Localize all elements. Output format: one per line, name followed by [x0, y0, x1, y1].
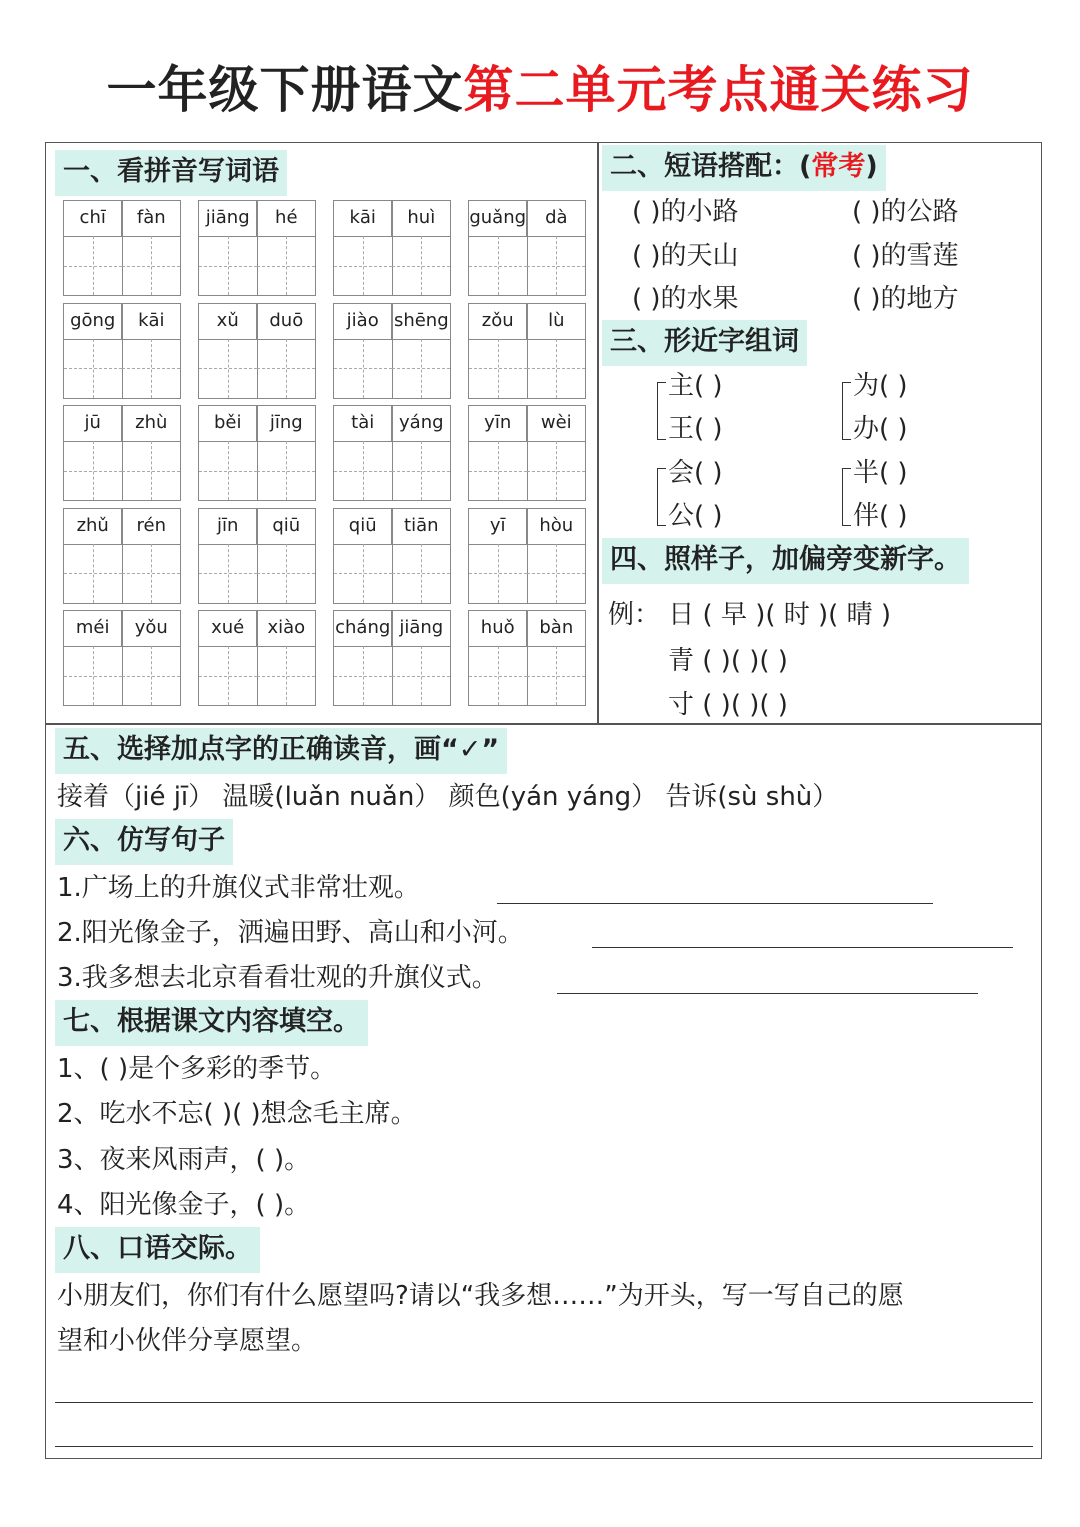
- pair-brace: [842, 468, 851, 526]
- writing-box[interactable]: [334, 339, 393, 398]
- pinyin-syllable: rén: [136, 514, 167, 536]
- writing-box[interactable]: [64, 646, 123, 705]
- pinyin-syllable: xué: [211, 617, 245, 638]
- pinyin-row: [64, 406, 180, 442]
- writing-box[interactable]: [392, 441, 450, 500]
- section-4-title: 四、照样子，加偏旁变新字。: [602, 538, 969, 584]
- writing-box[interactable]: [392, 544, 450, 603]
- writing-box[interactable]: [122, 646, 180, 705]
- pinyin-row: [199, 406, 315, 442]
- word-cell[interactable]: [198, 405, 316, 501]
- section-1-title: 一、看拼音写词语: [55, 150, 287, 196]
- pinyin-syllable: dà: [545, 207, 568, 228]
- pinyin-syllable: kāi: [138, 309, 165, 331]
- section-3-title: 三、形近字组词: [602, 320, 807, 366]
- section-2-close: ): [865, 151, 878, 182]
- pinyin-row: [469, 509, 585, 545]
- answer-line[interactable]: [497, 903, 933, 904]
- writing-box[interactable]: [392, 236, 450, 295]
- section-2-title: [602, 145, 886, 191]
- section-2-label: 二、短语搭配：(: [610, 151, 812, 182]
- word-cell[interactable]: [198, 303, 316, 399]
- pinyin-syllable: zhù: [135, 412, 168, 433]
- sentence-1: 1.广场上的升旗仪式非常壮观。: [57, 873, 420, 903]
- pinyin-syllable: méi: [75, 617, 110, 638]
- writing-box[interactable]: [527, 646, 585, 705]
- writing-box[interactable]: [122, 441, 180, 500]
- writing-box[interactable]: [392, 339, 450, 398]
- title-highlight: 第二单元考点通关练习: [463, 61, 974, 119]
- writing-box[interactable]: [122, 544, 180, 603]
- pinyin-row: [64, 509, 180, 545]
- pinyin-syllable: běi: [213, 412, 242, 433]
- pinyin-syllable: qiū: [348, 514, 377, 536]
- word-cell[interactable]: [468, 508, 586, 604]
- pinyin-syllable: shēng: [393, 309, 449, 331]
- section-5-title: 五、选择加点字的正确读音，画“✓”: [55, 728, 507, 774]
- pinyin-syllable: huì: [407, 207, 436, 228]
- pinyin-syllable: jīng: [269, 412, 303, 433]
- writing-box[interactable]: [199, 646, 258, 705]
- similar-char-item: 伴( ): [853, 501, 908, 531]
- pinyin-syllable: lù: [548, 309, 565, 331]
- phrase-item: ( )的地方: [852, 284, 959, 314]
- word-cell[interactable]: [468, 200, 586, 296]
- pinyin-syllable: yīn: [484, 412, 512, 433]
- similar-char-item: 为( ): [853, 371, 908, 401]
- writing-box[interactable]: [257, 441, 315, 500]
- fill-blank-item: 4、阳光像金子，( )。: [57, 1190, 311, 1220]
- pinyin-row: [334, 509, 450, 545]
- pinyin-syllable: jiāng: [205, 207, 250, 228]
- writing-box[interactable]: [257, 236, 315, 295]
- pinyin-row: [199, 304, 315, 340]
- pinyin-syllable: zhǔ: [76, 514, 109, 536]
- word-cell[interactable]: [198, 508, 316, 604]
- pinyin-row: [199, 201, 315, 237]
- sentence-2: 2.阳光像金子，洒遍田野、高山和小河。: [57, 918, 524, 948]
- writing-box[interactable]: [334, 646, 393, 705]
- phrase-item: ( )的水果: [632, 284, 739, 314]
- pinyin-syllable: jū: [84, 412, 101, 433]
- pinyin-row: [469, 304, 585, 340]
- writing-box[interactable]: [469, 339, 528, 398]
- word-cell[interactable]: [333, 303, 451, 399]
- title-main: 一年级下册语文: [106, 61, 464, 119]
- oral-prompt-line-1: 小朋友们，你们有什么愿望吗?请以“我多想……”为开头，写一写自己的愿: [57, 1281, 904, 1311]
- pinyin-row: [469, 611, 585, 647]
- pair-brace: [842, 382, 851, 440]
- pair-brace: [657, 468, 666, 526]
- writing-box[interactable]: [64, 441, 123, 500]
- word-cell[interactable]: [63, 200, 181, 296]
- writing-line[interactable]: [55, 1446, 1033, 1447]
- section-6-title: 六、仿写句子: [55, 819, 233, 865]
- pinyin-row: [64, 201, 180, 237]
- frequent-exam-note: 常考: [811, 151, 866, 182]
- pinyin-row: [469, 406, 585, 442]
- writing-box[interactable]: [527, 544, 585, 603]
- similar-char-item: 王( ): [668, 414, 723, 444]
- pinyin-syllable: yáng: [399, 412, 444, 433]
- oral-prompt-line-2: 望和小伙伴分享愿望。: [57, 1326, 318, 1356]
- pinyin-syllable: fàn: [136, 207, 166, 228]
- pinyin-row: [64, 611, 180, 647]
- writing-box[interactable]: [392, 646, 450, 705]
- pinyin-row: [334, 201, 450, 237]
- pinyin-syllable: jiào: [346, 309, 379, 331]
- pinyin-row: [334, 611, 450, 647]
- radical-row: 寸 ( )( )( ): [668, 690, 788, 720]
- word-cell[interactable]: [333, 405, 451, 501]
- word-cell[interactable]: [63, 405, 181, 501]
- writing-box[interactable]: [64, 236, 123, 295]
- page-title: [0, 50, 1080, 122]
- word-cell[interactable]: [63, 508, 181, 604]
- word-cell[interactable]: [198, 200, 316, 296]
- writing-box[interactable]: [199, 544, 258, 603]
- similar-char-item: 主( ): [668, 371, 723, 401]
- pinyin-syllable: chī: [79, 207, 106, 228]
- similar-char-item: 会( ): [668, 458, 723, 488]
- writing-box[interactable]: [527, 339, 585, 398]
- pronunciation-choices: 接着（jié jī） 温暖(luǎn nuǎn） 颜色(yán yáng） 告诉(sù shù）: [57, 782, 839, 812]
- phrase-item: ( )的天山: [632, 241, 739, 271]
- pinyin-syllable: hòu: [539, 514, 574, 536]
- pinyin-syllable: zǒu: [481, 309, 514, 331]
- pinyin-row: [469, 201, 585, 237]
- writing-box[interactable]: [527, 441, 585, 500]
- pair-brace: [657, 382, 666, 440]
- pinyin-row: [334, 304, 450, 340]
- pinyin-syllable: wèi: [540, 412, 572, 433]
- pinyin-syllable: hé: [275, 207, 298, 228]
- column-divider: [597, 142, 599, 724]
- writing-box[interactable]: [199, 339, 258, 398]
- phrase-item: ( )的小路: [632, 197, 739, 227]
- fill-blank-item: 2、吃水不忘( )( )想念毛主席。: [57, 1099, 417, 1129]
- writing-box[interactable]: [257, 339, 315, 398]
- word-cell[interactable]: [333, 200, 451, 296]
- similar-char-item: 办( ): [853, 414, 908, 444]
- phrase-item: ( )的雪莲: [852, 241, 959, 271]
- radical-example: 例： 日 ( 早 )( 时 )( 晴 ): [608, 600, 891, 630]
- writing-box[interactable]: [469, 544, 528, 603]
- pinyin-syllable: tiān: [404, 514, 439, 536]
- word-cell[interactable]: [198, 610, 316, 706]
- pinyin-syllable: jīn: [216, 514, 239, 536]
- writing-box[interactable]: [199, 441, 258, 500]
- word-cell[interactable]: [333, 610, 451, 706]
- writing-box[interactable]: [64, 339, 123, 398]
- writing-box[interactable]: [199, 236, 258, 295]
- pinyin-syllable: cháng: [335, 617, 391, 638]
- writing-box[interactable]: [469, 646, 528, 705]
- writing-box[interactable]: [257, 544, 315, 603]
- pinyin-syllable: gōng: [70, 309, 116, 331]
- section-8-title: 八、口语交际。: [55, 1227, 260, 1273]
- phrase-item: ( )的公路: [852, 197, 959, 227]
- writing-box[interactable]: [64, 544, 123, 603]
- pinyin-syllable: guǎng: [469, 207, 527, 228]
- row-divider: [45, 723, 1042, 725]
- pinyin-syllable: yī: [489, 514, 506, 536]
- writing-box[interactable]: [122, 236, 180, 295]
- pinyin-syllable: bàn: [539, 617, 574, 638]
- pinyin-syllable: tài: [351, 412, 375, 433]
- word-cell[interactable]: [468, 405, 586, 501]
- pinyin-row: [199, 611, 315, 647]
- writing-box[interactable]: [257, 646, 315, 705]
- pinyin-row: [199, 509, 315, 545]
- answer-line[interactable]: [592, 947, 1013, 948]
- pinyin-syllable: xǔ: [216, 309, 239, 331]
- pinyin-syllable: kāi: [349, 207, 376, 228]
- writing-box[interactable]: [122, 339, 180, 398]
- word-cell[interactable]: [63, 610, 181, 706]
- section-7-title: 七、根据课文内容填空。: [55, 1000, 368, 1046]
- word-cell[interactable]: [63, 303, 181, 399]
- radical-row: 青 ( )( )( ): [668, 646, 788, 676]
- pinyin-row: [334, 406, 450, 442]
- word-cell[interactable]: [468, 610, 586, 706]
- writing-box[interactable]: [334, 544, 393, 603]
- pinyin-syllable: huǒ: [480, 617, 515, 638]
- sentence-3: 3.我多想去北京看看壮观的升旗仪式。: [57, 963, 498, 993]
- pinyin-syllable: xiào: [267, 617, 306, 638]
- pinyin-syllable: duō: [269, 309, 304, 331]
- fill-blank-item: 1、( )是个多彩的季节。: [57, 1054, 337, 1084]
- fill-blank-item: 3、夜来风雨声，( )。: [57, 1145, 311, 1175]
- writing-line[interactable]: [55, 1402, 1033, 1403]
- similar-char-item: 半( ): [853, 458, 908, 488]
- pinyin-syllable: jiāng: [399, 617, 444, 638]
- similar-char-item: 公( ): [668, 501, 723, 531]
- writing-box[interactable]: [527, 236, 585, 295]
- pinyin-row: [64, 304, 180, 340]
- answer-line[interactable]: [557, 993, 978, 994]
- word-cell[interactable]: [468, 303, 586, 399]
- pinyin-syllable: qiū: [272, 514, 301, 536]
- writing-box[interactable]: [469, 236, 528, 295]
- writing-box[interactable]: [334, 236, 393, 295]
- pinyin-syllable: yǒu: [134, 617, 168, 638]
- word-cell[interactable]: [333, 508, 451, 604]
- writing-box[interactable]: [334, 441, 393, 500]
- writing-box[interactable]: [469, 441, 528, 500]
